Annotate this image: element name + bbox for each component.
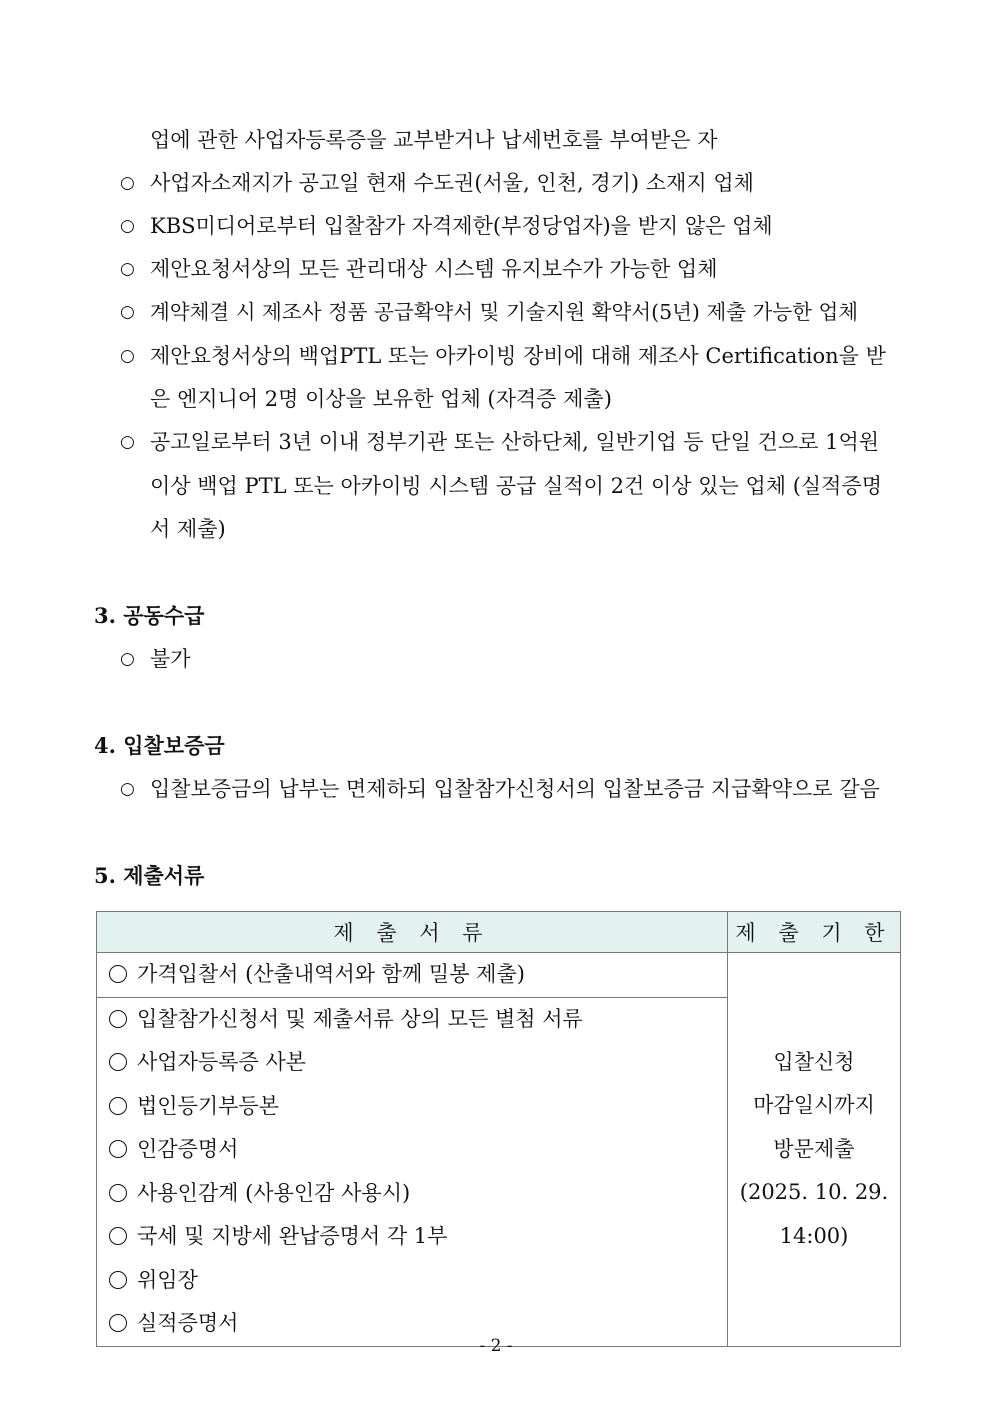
document-item: 실적증명서 (137, 1311, 239, 1335)
joint-supply-item: 불가 (150, 647, 191, 671)
deadline-cell (728, 953, 901, 1347)
document-item: 국세 및 지방세 완납증명서 각 1부 (137, 1224, 448, 1248)
circle-bullet-icon (109, 1227, 127, 1245)
qualification-line-3: KBS미디어로부터 입찰참가 자격제한(부정당업자)을 받지 않은 업체 (150, 214, 773, 238)
circle-bullet-icon (109, 1097, 127, 1115)
qualification-line-5: 계약체결 시 제조사 정품 공급확약서 및 기술지원 확약서(5년) 제출 가능한 업체 (150, 300, 859, 324)
price-bid-cell (97, 953, 728, 998)
document-item: 가격입찰서 (산출내역서와 함께 밀봉 제출) (137, 962, 525, 986)
section-heading-bid-bond: 4. 입찰보증금 (94, 733, 225, 758)
deadline-line: 방문제출 (773, 1136, 855, 1161)
section-heading-joint-supply: 3. 공동수급 (94, 603, 205, 628)
documents-table (96, 911, 901, 1347)
documents-list-cell (97, 997, 728, 1346)
document-item: 입찰참가신청서 및 제출서류 상의 모든 별첨 서류 (137, 1006, 583, 1031)
qualification-line-6: 제안요청서상의 백업PTL 또는 아카이빙 장비에 대해 제조사 Certification을 받 (150, 344, 886, 368)
bullet-icon: ○ (120, 259, 135, 279)
deadline-line: 입찰신청 (773, 1049, 855, 1074)
header-documents: 제 출 서 류 (97, 912, 728, 953)
circle-bullet-icon (109, 1271, 127, 1289)
circle-bullet-icon (109, 1314, 127, 1332)
header-deadline: 제 출 기 한 (728, 912, 901, 953)
document-item: 법인등기부등본 (137, 1093, 280, 1118)
section-heading-documents: 5. 제출서류 (94, 863, 205, 888)
table-row (97, 953, 901, 998)
bullet-icon: ○ (120, 346, 135, 366)
qualification-line-8: 공고일로부터 3년 이내 정부기관 또는 산하단체, 일반기업 등 단일 건으로 1억원 (150, 430, 880, 454)
bullet-icon: ○ (120, 302, 135, 322)
qualification-line-10: 서 제출) (150, 517, 226, 541)
circle-bullet-icon (109, 1184, 127, 1202)
deadline-line: 마감일시까지 (753, 1093, 875, 1117)
document-item: 사용인감계 (사용인감 사용시) (137, 1180, 411, 1205)
deadline-line: 14:00) (779, 1223, 849, 1248)
table-header-row (97, 912, 901, 953)
bid-bond-item: 입찰보증금의 납부는 면제하되 입찰참가신청서의 입찰보증금 지급확약으로 갈음 (150, 777, 880, 801)
bullet-icon: ○ (120, 779, 135, 799)
bullet-icon: ○ (120, 649, 135, 669)
circle-bullet-icon (109, 1053, 127, 1071)
circle-bullet-icon (109, 1010, 127, 1028)
qualification-line-9: 이상 백업 PTL 또는 아카이빙 시스템 공급 실적이 2건 이상 있는 업체 (실적증명 (150, 474, 883, 498)
document-item: 사업자등록증 사본 (137, 1050, 306, 1074)
bullet-icon: ○ (120, 432, 135, 452)
bullet-icon: ○ (120, 173, 135, 193)
qualification-line-1: 업에 관한 사업자등록증을 교부받거나 납세번호를 부여받은 자 (150, 128, 718, 152)
page-number: - 2 - (479, 1336, 513, 1356)
bullet-icon: ○ (120, 216, 135, 236)
qualification-line-4: 제안요청서상의 모든 관리대상 시스템 유지보수가 가능한 업체 (150, 257, 718, 281)
qualification-line-2: 사업자소재지가 공고일 현재 수도권(서울, 인천, 경기) 소재지 업체 (150, 171, 754, 195)
deadline-line: (2025. 10. 29. (739, 1180, 889, 1204)
document-item: 인감증명서 (137, 1137, 239, 1161)
circle-bullet-icon (109, 1140, 127, 1158)
circle-bullet-icon (109, 965, 127, 983)
document-item: 위임장 (137, 1267, 198, 1292)
qualification-line-7: 은 엔지니어 2명 이상을 보유한 업체 (자격증 제출) (150, 387, 612, 411)
